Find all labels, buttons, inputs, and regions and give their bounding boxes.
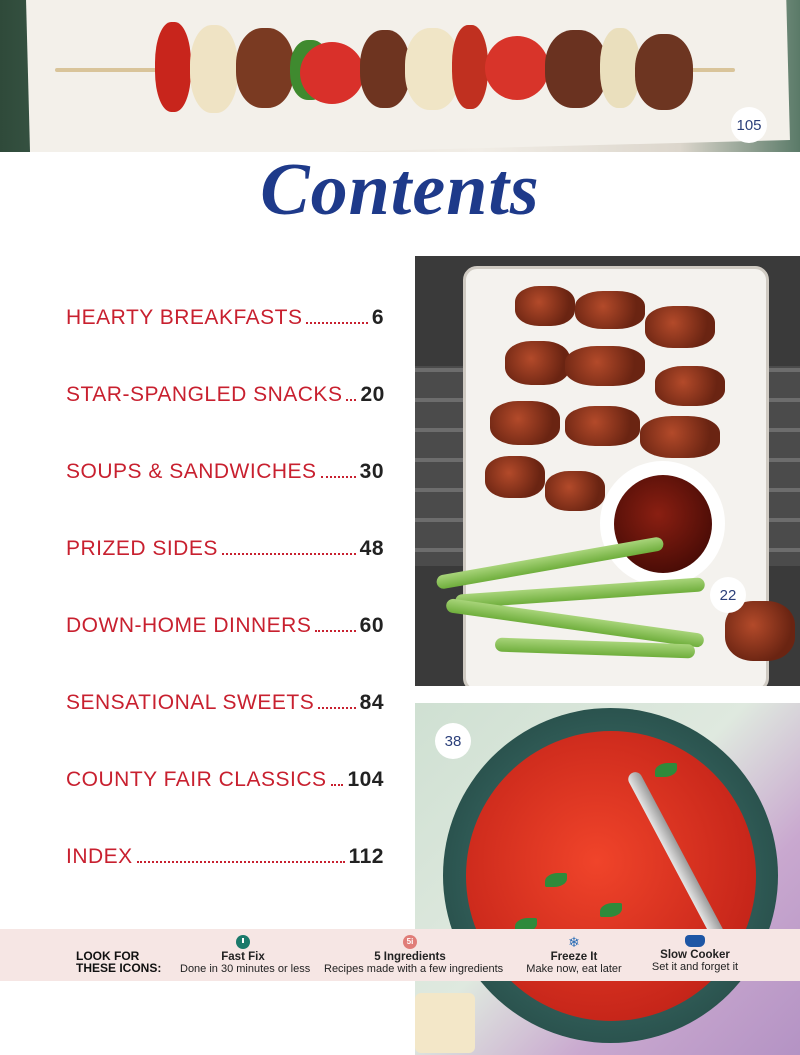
toc-label: STAR-SPANGLED SNACKS xyxy=(66,383,343,406)
soup-bowl xyxy=(443,708,778,1043)
toc-leader-dots xyxy=(306,322,367,324)
legend-fast-fix: Fast Fix Done in 30 minutes or less xyxy=(180,935,306,975)
sauce-bowl xyxy=(600,461,725,586)
tomato-piece xyxy=(485,36,549,100)
beef-piece xyxy=(545,30,607,108)
toc-page-number: 48 xyxy=(359,537,384,560)
wing-piece xyxy=(485,456,545,498)
slow-cooker-icon xyxy=(685,935,705,947)
beef-piece xyxy=(360,30,410,108)
icons-legend-bar xyxy=(0,929,800,981)
wing-piece xyxy=(640,416,720,458)
clock-icon xyxy=(236,935,250,949)
toc-page-number: 60 xyxy=(359,614,384,637)
toc-page-number: 104 xyxy=(347,768,384,791)
kebab-photo xyxy=(0,0,800,152)
five-ingredients-icon: 5i xyxy=(403,935,417,949)
wing-piece xyxy=(515,286,575,326)
toc-label: COUNTY FAIR CLASSICS xyxy=(66,768,327,791)
tomato-piece xyxy=(300,42,364,104)
beef-piece xyxy=(635,34,693,110)
toc-label: PRIZED SIDES xyxy=(66,537,218,560)
toc-label: HEARTY BREAKFASTS xyxy=(66,306,303,329)
toc-row[interactable] xyxy=(66,758,384,792)
legend-5-ingredients: 5i 5 Ingredients Recipes made with a few ingredients xyxy=(324,937,504,975)
toc-row[interactable] xyxy=(66,450,384,484)
page-badge-22: 22 xyxy=(710,577,746,613)
toc-row[interactable] xyxy=(66,681,384,715)
toc-leader-dots xyxy=(137,861,345,863)
legend-slow-cooker: Slow Cooker Set it and forget it xyxy=(648,935,742,973)
toc-leader-dots xyxy=(346,399,356,401)
wing-piece xyxy=(565,346,645,386)
toc-row[interactable] xyxy=(66,604,384,638)
toc-label: DOWN-HOME DINNERS xyxy=(66,614,312,637)
wing-piece xyxy=(645,306,715,348)
legend-freeze-it: ❄ Freeze It Make now, eat later xyxy=(526,934,622,975)
snowflake-icon: ❄ xyxy=(568,934,580,950)
toc-row[interactable] xyxy=(66,373,384,407)
toc-row[interactable] xyxy=(66,296,384,330)
cracker xyxy=(415,993,475,1053)
wing-piece xyxy=(575,291,645,329)
page-badge-38: 38 xyxy=(435,723,471,759)
onion-piece xyxy=(600,28,640,108)
red-pepper-piece xyxy=(452,25,488,109)
onion-piece xyxy=(190,25,238,113)
wing-piece xyxy=(655,366,725,406)
wings-photo xyxy=(415,256,800,686)
toc-leader-dots xyxy=(321,476,356,478)
icons-legend-heading: LOOK FOR THESE ICONS: xyxy=(76,949,162,975)
toc-page-number: 84 xyxy=(359,691,384,714)
toc-label: SENSATIONAL SWEETS xyxy=(66,691,315,714)
toc-page-number: 20 xyxy=(360,383,385,406)
wing-piece xyxy=(505,341,570,385)
soup-photo xyxy=(415,703,800,1055)
toc-leader-dots xyxy=(318,707,355,709)
wing-piece xyxy=(545,471,605,511)
wing-piece xyxy=(565,406,640,446)
page-title: Contents xyxy=(260,149,540,231)
toc-leader-dots xyxy=(222,553,356,555)
toc-page-number: 112 xyxy=(348,845,384,868)
toc-page-number: 30 xyxy=(359,460,384,483)
page-badge-105: 105 xyxy=(731,107,767,143)
red-pepper-piece xyxy=(155,22,191,112)
toc-leader-dots xyxy=(315,630,355,632)
beef-piece xyxy=(236,28,294,108)
toc-label: SOUPS & SANDWICHES xyxy=(66,460,317,483)
wing-piece xyxy=(490,401,560,445)
toc-row[interactable] xyxy=(66,527,384,561)
toc-leader-dots xyxy=(331,784,344,786)
toc-row[interactable] xyxy=(66,835,384,869)
toc-page-number: 6 xyxy=(371,306,384,329)
toc-label: INDEX xyxy=(66,845,133,868)
